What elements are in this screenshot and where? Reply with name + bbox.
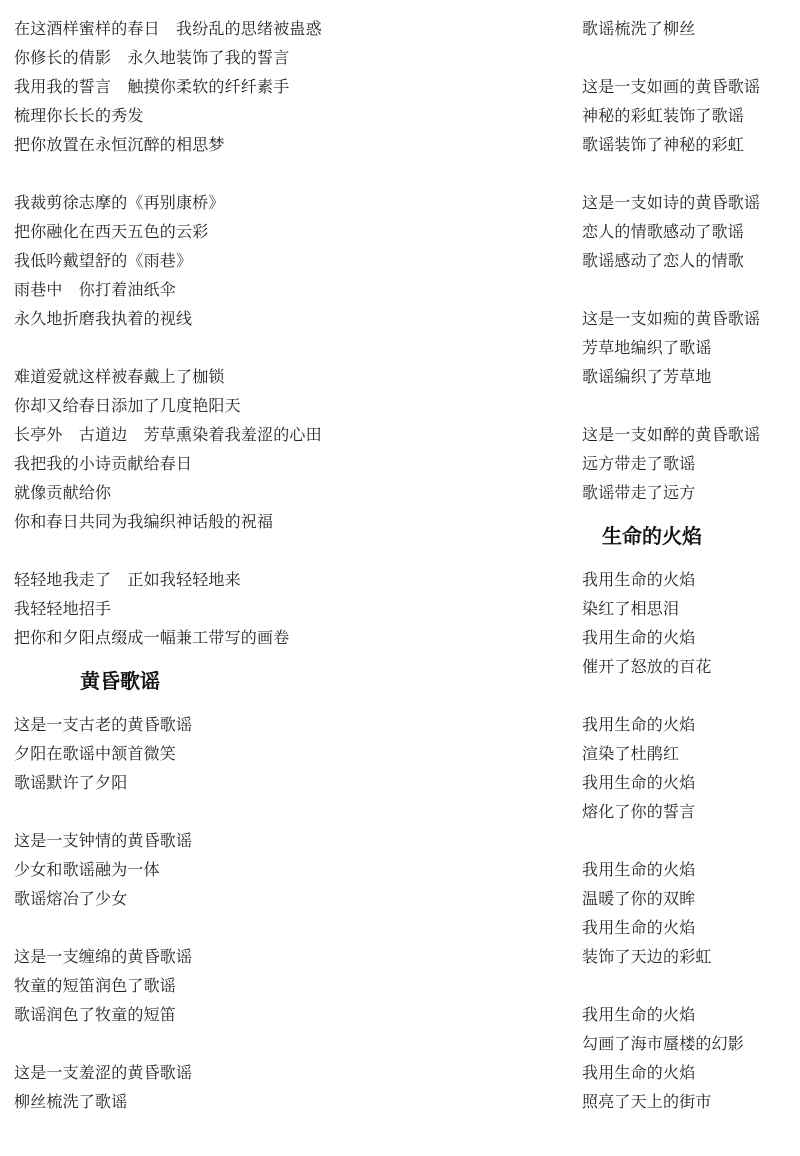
poem-line: 梳理你长长的秀发	[14, 106, 144, 125]
poem-line: 催开了怒放的百花	[582, 657, 712, 676]
poem-line: 难道爱就这样被春戴上了枷锁	[14, 367, 225, 386]
poem-line: 在这酒样蜜样的春日 我纷乱的思绪被蛊惑	[14, 19, 322, 38]
poem-line: 远方带走了歌谣	[582, 454, 696, 473]
right-column	[582, 14, 796, 1116]
poem-line: 柳丝梳洗了歌谣	[14, 1092, 128, 1111]
left-column	[14, 14, 534, 1116]
poem-line: 歌谣润色了牧童的短笛	[14, 1005, 177, 1024]
poem-line: 这是一支羞涩的黄昏歌谣	[14, 1063, 193, 1082]
poem-line: 牧童的短笛润色了歌谣	[14, 976, 177, 995]
poem-line: 你和春日共同为我编织神话般的祝福	[14, 512, 274, 531]
poem-line: 我把我的小诗贡献给春日	[14, 454, 193, 473]
poem-line: 芳草地编织了歌谣	[582, 338, 712, 357]
stanza	[582, 420, 796, 507]
poem-line: 这是一支古老的黄昏歌谣	[14, 715, 193, 734]
poem-line: 渲染了杜鹃红	[582, 744, 680, 763]
poem-line: 夕阳在歌谣中颔首微笑	[14, 744, 177, 763]
stanza	[14, 710, 534, 797]
poem-line: 你修长的倩影 永久地装饰了我的誓言	[14, 48, 290, 67]
poem-line: 我裁剪徐志摩的《再别康桥》	[14, 193, 225, 212]
poem-line: 你却又给春日添加了几度艳阳天	[14, 396, 241, 415]
stanza-gap	[582, 971, 796, 1000]
poem-line: 勾画了海市蜃楼的幻影	[582, 1034, 745, 1053]
stanza	[14, 826, 534, 913]
poem-line: 把你和夕阳点缀成一幅兼工带写的画卷	[14, 628, 290, 647]
stanza-gap	[14, 159, 534, 188]
stanza	[582, 14, 796, 43]
section-heading-huanghun-geyao: 黄昏歌谣	[80, 669, 160, 693]
poem-line: 歌谣感动了恋人的情歌	[582, 251, 745, 270]
stanza	[14, 942, 534, 1029]
section-heading-shengming-de-huoyan: 生命的火焰	[602, 524, 702, 548]
stanza	[14, 14, 534, 159]
poem-line: 这是一支如诗的黄昏歌谣	[582, 193, 761, 212]
poem-line: 我用生命的火焰	[582, 628, 696, 647]
poem-line: 这是一支如醉的黄昏歌谣	[582, 425, 761, 444]
right-stanzas-after	[582, 565, 796, 1116]
poem-line: 把你放置在永恒沉醉的相思梦	[14, 135, 225, 154]
stanza-gap	[582, 681, 796, 710]
stanza	[582, 565, 796, 681]
poem-line: 这是一支缠绵的黄昏歌谣	[14, 947, 193, 966]
poem-line: 我用生命的火焰	[582, 860, 696, 879]
poem-line: 温暖了你的双眸	[582, 889, 696, 908]
poem-line: 我用我的誓言 触摸你柔软的纤纤素手	[14, 77, 290, 96]
poem-line: 我轻轻地招手	[14, 599, 112, 618]
stanza	[14, 565, 534, 652]
poem-line: 我用生命的火焰	[582, 570, 696, 589]
poem-line: 把你融化在西天五色的云彩	[14, 222, 209, 241]
stanza-gap	[14, 536, 534, 565]
poem-line: 我低吟戴望舒的《雨巷》	[14, 251, 193, 270]
stanza-gap	[582, 43, 796, 72]
left-stanzas-before	[14, 14, 534, 652]
poem-line: 长亭外 古道边 芳草熏染着我羞涩的心田	[14, 425, 322, 444]
poem-line: 歌谣装饰了神秘的彩虹	[582, 135, 745, 154]
poem-line: 我用生命的火焰	[582, 1005, 696, 1024]
poem-line: 永久地折磨我执着的视线	[14, 309, 193, 328]
poem-line: 恋人的情歌感动了歌谣	[582, 222, 745, 241]
poem-line: 我用生命的火焰	[582, 1063, 696, 1082]
poem-line: 我用生命的火焰	[582, 918, 696, 937]
poem-line: 我用生命的火焰	[582, 773, 696, 792]
stanza-gap	[582, 826, 796, 855]
poem-line: 神秘的彩虹装饰了歌谣	[582, 106, 745, 125]
poem-line: 雨巷中 你打着油纸伞	[14, 280, 177, 299]
poem-line: 轻轻地我走了 正如我轻轻地来	[14, 570, 241, 589]
poem-line: 这是一支钟情的黄昏歌谣	[14, 831, 193, 850]
poem-line: 就像贡献给你	[14, 483, 112, 502]
stanza-gap	[14, 797, 534, 826]
poem-line: 这是一支如痴的黄昏歌谣	[582, 309, 761, 328]
stanza	[582, 855, 796, 971]
stanza	[14, 188, 534, 333]
stanza-gap	[582, 391, 796, 420]
stanza	[582, 72, 796, 159]
poem-line: 熔化了你的誓言	[582, 802, 696, 821]
poem-line: 歌谣默许了夕阳	[14, 773, 128, 792]
poem-line: 少女和歌谣融为一体	[14, 860, 160, 879]
stanza-gap	[582, 159, 796, 188]
poem-line: 装饰了天边的彩虹	[582, 947, 712, 966]
stanza	[582, 1000, 796, 1116]
poem-line: 这是一支如画的黄昏歌谣	[582, 77, 761, 96]
poem-line: 歌谣带走了远方	[582, 483, 696, 502]
stanza	[14, 1058, 534, 1116]
poem-line: 我用生命的火焰	[582, 715, 696, 734]
poem-line: 歌谣熔冶了少女	[14, 889, 128, 908]
stanza	[582, 304, 796, 391]
stanza-gap	[582, 275, 796, 304]
stanza-gap	[14, 333, 534, 362]
stanza	[582, 710, 796, 826]
right-stanzas-before	[582, 14, 796, 507]
stanza	[14, 362, 534, 536]
left-stanzas-after	[14, 710, 534, 1116]
poem-line: 歌谣编织了芳草地	[582, 367, 712, 386]
stanza-gap	[14, 913, 534, 942]
stanza	[582, 188, 796, 275]
stanza-gap	[14, 1029, 534, 1058]
poem-line: 歌谣梳洗了柳丝	[582, 19, 696, 38]
poem-line: 染红了相思泪	[582, 599, 680, 618]
poem-line: 照亮了天上的街市	[582, 1092, 712, 1111]
